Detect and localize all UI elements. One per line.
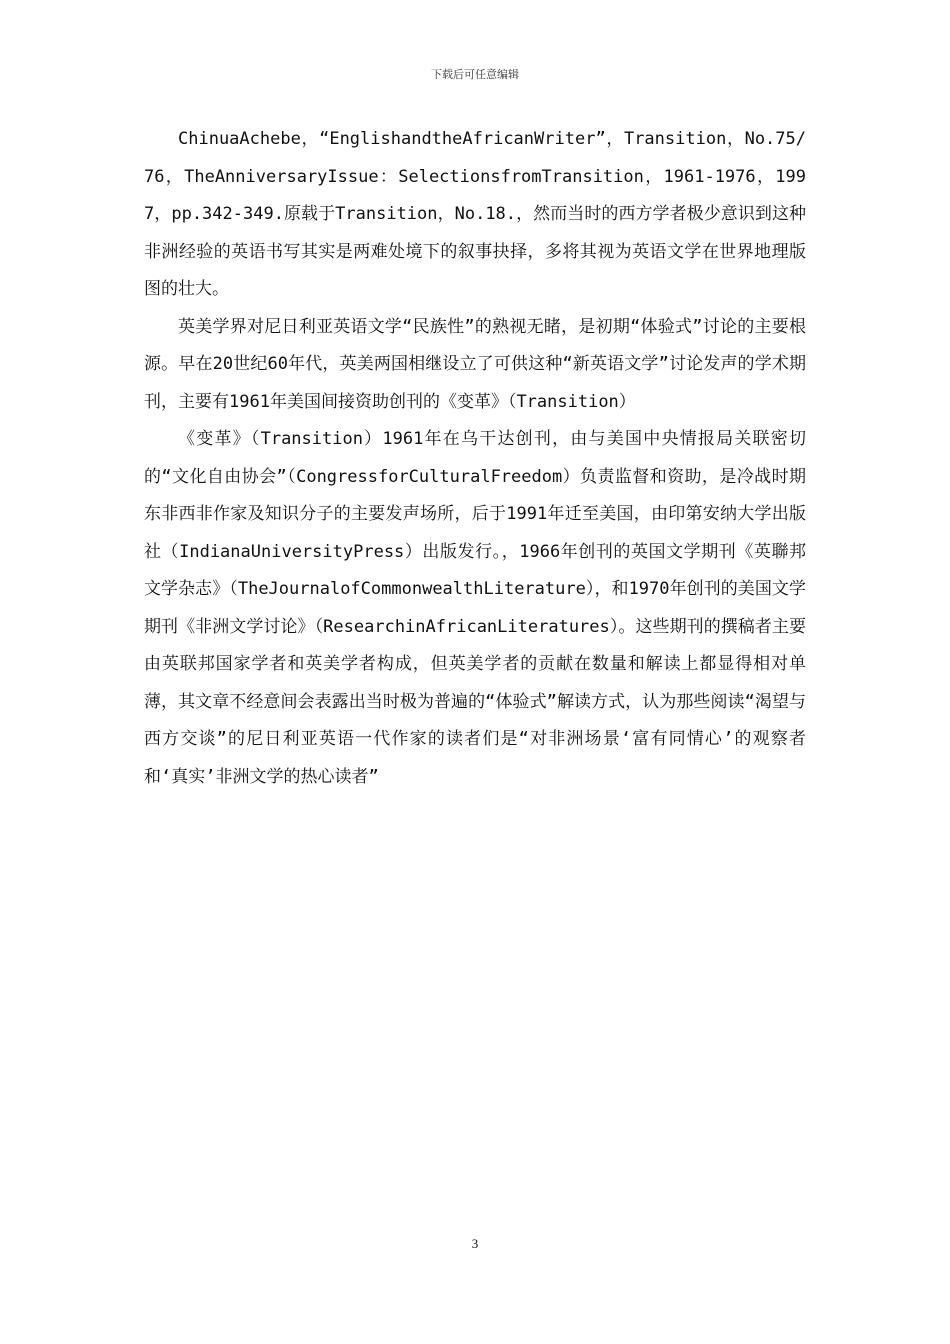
page-header: 下载后可任意编辑 [431,68,519,81]
paragraph-1: ChinuaAchebe，“EnglishandtheAfricanWriter”，Transition，No.75/76，TheAnniversaryIssue：SelectionsfromTransition，1961-1976，1997，pp.342-349.原载于Transition，No.18.，然而当时的西方学者极少意识到这种非洲经验的英语书写其实是两难处境下的叙事抉择，多将其视为英语文学在世界地理版图的壮大。 [144,129,806,299]
document-body [144,121,806,796]
page-number: 3 [471,1236,479,1251]
paragraph-2: 英美学界对尼日利亚英语文学“民族性”的熟视无睹，是初期“体验式”讨论的主要根源。早在20世纪60年代，英美两国相继设立了可供这种“新英语文学”讨论发声的学术期刊，主要有1961年美国间接资助创刊的《变革》（Transition） [144,316,806,412]
paragraph-3: 《变革》（Transition）1961年在乌干达创刊，由与美国中央情报局关联密切的“文化自由协会”（CongressforCulturalFreedom）负责监督和资助，是冷战时期东非西非作家及知识分子的主要发声场所，后于1991年迁至美国，由印第安纳大学出版社（IndianaUniversityPress）出版发行。，1966年创刊的英国文学期刊《英聯邦文学杂志》（TheJournalofCommonwealthLiterature），和1970年创刊的美国文学期刊《非洲文学讨论》（ResearchinAfricanLiteratures）。这些期刊的撰稿者主要由英联邦国家学者和英美学者构成，但英美学者的贡献在数量和解读上都显得相对单薄，其文章不经意间会表露出当时极为普遍的“体验式”解读方式，认为那些阅读“渴望与西方交谈”的尼日利亚英语一代作家的读者们是“对非洲场景‘富有同情心’的观察者和‘真实’非洲文学的热心读者” [144,429,806,787]
